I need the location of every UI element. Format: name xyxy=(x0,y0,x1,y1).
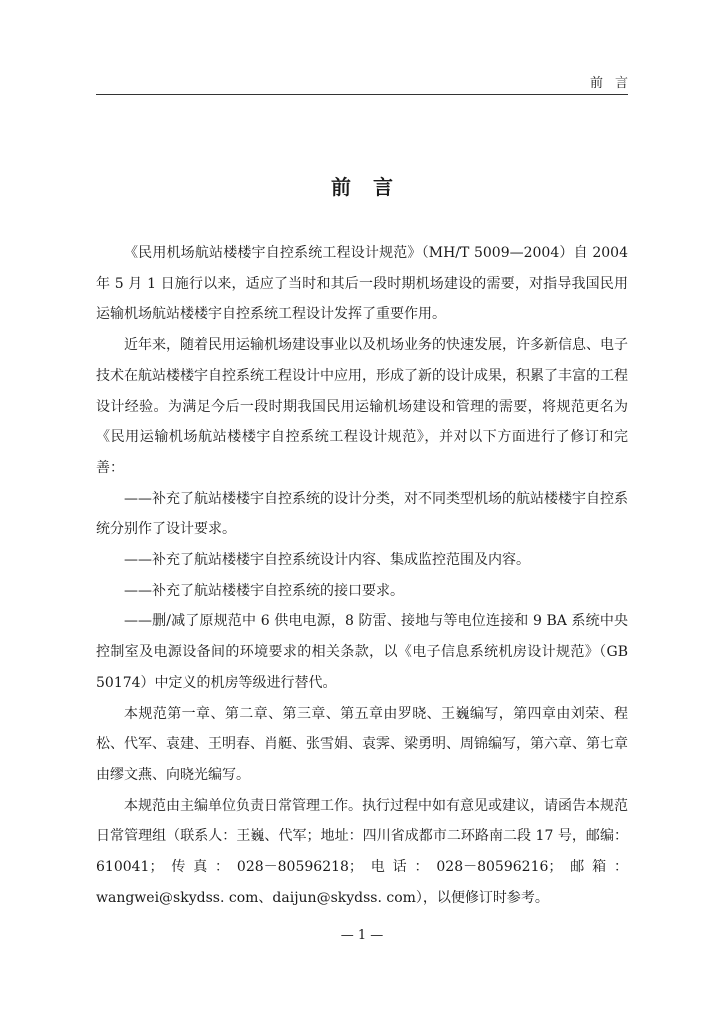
revision-item-deletion: ——删/减了原规范中 6 供电电源，8 防雷、接地与等电位连接和 9 BA 系统中央控制室及电源设备间的环境要求的相关条款，以《电子信息系统机房设计规范》（GB 50174）中定义的机房等级进行替代。 xyxy=(96,613,628,691)
revision-item-scope: ——补充了航站楼楼宇自控系统设计内容、集成监控范围及内容。 xyxy=(124,552,530,569)
revision-item-interface: ——补充了航站楼楼宇自控系统的接口要求。 xyxy=(124,582,404,599)
running-header: 前言 xyxy=(589,76,640,91)
header-rule xyxy=(96,94,628,95)
paragraph-history: 《民用机场航站楼楼宇自控系统工程设计规范》（MH/T 5009—2004）自 2004 年 5 月 1 日施行以来，适应了当时和其后一段时期机场建设的需要，对指导我国民用运输机场航站楼楼宇自控系统工程设计发挥了重要作用。 xyxy=(96,245,628,323)
revision-item-classification: ——补充了航站楼楼宇自控系统的设计分类，对不同类型机场的航站楼楼宇自控系统分别作了设计要求。 xyxy=(96,490,628,538)
page-title: 前言 xyxy=(331,175,415,200)
page-number: — 1 — xyxy=(340,928,384,943)
paragraph-authors: 本规范第一章、第二章、第三章、第五章由罗晓、王巍编写，第四章由刘荣、程松、代军、袁建、王明春、肖艇、张雪娟、袁霁、梁勇明、周锦编写，第六章、第七章由缪文燕、向晓光编写。 xyxy=(96,705,628,783)
paragraph-revision-reason: 近年来，随着民用运输机场建设事业以及机场业务的快速发展，许多新信息、电子技术在航站楼楼宇自控系统工程设计中应用，形成了新的设计成果，积累了丰富的工程设计经验。为满足今后一段时期我国民用运输机场建设和管理的需要，将规范更名为《民用运输机场航站楼楼宇自控系统工程设计规范》，并对以下方面进行了修订和完善： xyxy=(96,337,628,476)
preface-body xyxy=(96,238,628,913)
paragraph-contact: 本规范由主编单位负责日常管理工作。执行过程中如有意见或建议，请函告本规范日常管理组（联系人：王巍、代军；地址：四川省成都市二环路南二段 17 号，邮编：610041；传真：028－80596218；电话：028－80596216；邮箱：wangwei@skydss. com、daijun@skydss. com），以便修订时参考。 xyxy=(96,797,628,906)
